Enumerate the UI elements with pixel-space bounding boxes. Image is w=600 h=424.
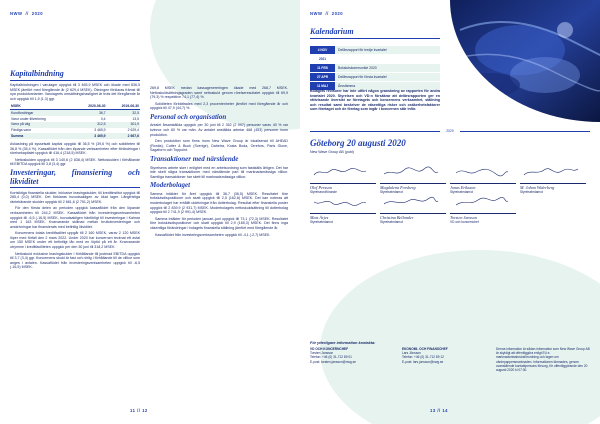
signing-title: Göteborg 20 augusti 2020 — [310, 138, 406, 148]
table-header-cell: 2020-06-30 — [73, 103, 106, 109]
heading-transaktioner: Transaktioner med närstående — [150, 155, 239, 164]
product-photo — [450, 0, 600, 122]
header-separator: // — [25, 11, 29, 16]
heading-kapitalbindning: Kapitalbindning — [10, 70, 140, 81]
table-row — [10, 133, 140, 139]
signature-scribble — [310, 166, 370, 178]
contact-phone: Telefon: +46 (0) 31-712 89 12 — [402, 355, 444, 360]
signature-scribble — [520, 166, 580, 178]
signature-block — [450, 195, 516, 224]
footer-page-number: 13 — [430, 408, 436, 413]
contact-phone: Telefon: +46 (0) 31-712 89 01 — [310, 355, 352, 360]
kalendarium-list — [310, 46, 440, 91]
page-footer: 13 // 14 — [430, 408, 448, 413]
header-year: 2020 — [331, 11, 344, 16]
signer-role: Styrelseledamot — [380, 189, 403, 194]
table-cell: 13,5 — [132, 116, 139, 121]
signature-scribble — [380, 196, 440, 208]
table-cell: 0,4 — [100, 116, 106, 121]
calendar-event: Bokslutskommuniké 2020 — [335, 64, 440, 72]
footer-page-number-2: 12 — [142, 408, 148, 413]
page-footer: 11 // 12 — [130, 408, 148, 413]
review-note: Bolagets revisorer har inte utfört någon granskning av rapporten för andra kvartalet 2020. Styrelsen och VD:n försäkrar att delårsrapporten ger en rättvisande översikt av företagets och koncernens verksamhet, ställning och resultat samt beskriver de väsentliga risker och osäkerhetsfaktorer som företaget och de företag som ingår i koncernen står inför. — [310, 89, 440, 112]
calendar-row — [310, 46, 440, 54]
table-cell: 32,5 — [132, 110, 139, 115]
paragraph: Kapitalbindningen i varulager uppgick till 3 465,9 MSEK och ökade med 836,5 MSEK jämfört med föregående år (2 629,4 MSEK). Ökningen förklaras främst till nya produktvarianter. Varulagrets omsättningshastighet är trots det föregående år och uppgick till 1,9 (1,3) ggr. — [10, 83, 140, 101]
right-page — [300, 0, 600, 424]
calendar-row — [310, 73, 440, 81]
calendar-event — [335, 55, 440, 63]
signature-scribble — [450, 166, 510, 178]
signature-block — [310, 195, 376, 224]
calendar-row — [310, 64, 440, 72]
signer-name: Torsten Jansson — [450, 213, 516, 220]
kapital-table — [10, 103, 140, 139]
paragraph: Kassaflödet från investeringsverksamheten uppgick till -4,1 (-2,7) MSEK. — [155, 232, 271, 237]
table-cell: Varor under tillverkning — [11, 116, 46, 121]
signer-role: Styrelseledamot — [380, 219, 403, 224]
footer-page-number-2: 14 — [442, 408, 448, 413]
header-brand: NWW — [10, 11, 23, 16]
calendar-date: 4 NOV — [310, 46, 335, 54]
divider-label: 2020 — [440, 129, 460, 133]
calendar-year: 2021 — [310, 55, 335, 63]
table-cell: 36,7 — [98, 110, 106, 115]
signature-block — [310, 165, 376, 194]
table-cell: Kundfordringar — [11, 110, 34, 115]
table-cell: 2 629,4 — [127, 128, 139, 133]
contact-name: Torsten Jansson — [310, 351, 334, 356]
signer-role: Styrelseordförande — [310, 189, 337, 194]
header-brand: NWW — [310, 11, 323, 16]
table-header-cell: 2019-06-30 — [107, 103, 140, 109]
paragraph: Nettoskulden uppgick till 3 140,6 (2 838,4) MSEK. Nettoskulden i förhållande till EBITDA uppgick till 3,8 (3,4) ggr. — [10, 157, 140, 167]
signer-name: Jonas Eriksson — [450, 183, 516, 190]
paragraph: Samma intäkter för perioden januari–juni uppgick till 73,1 (72,3) MSEK. Resultatet före bokslutsdispositioner och skatt uppgick till 2,9 (165,3) MSEK. Det finns inga väsentliga förändringar i bolagets finansiella ställning jämfört med föregående år. — [150, 216, 288, 230]
contact-email[interactable]: E-post: torsten.jansson@nwg.se — [310, 359, 356, 364]
table-cell: 3 465,9 — [94, 133, 106, 138]
page-header — [310, 11, 343, 16]
signature-block — [380, 165, 446, 194]
heading-investeringar: Investeringar, finansiering och likviditet — [10, 169, 140, 188]
paragraph: Koncernens totala kreditfacilitet uppgår till 2 160 MSEK, varav 2 120 MSEK löper med förfall den 2 mars 2022. Under 2020 har koncernen tecknat ett avtal om 150 MSEK under ett befintligt lån med en löptid på ett år. Kvarvarande utrymme i kreditfaciliteten uppgick per den 30 juni till 318,2 MSEK. — [10, 231, 140, 250]
paragraph: Kortsiktiga finansiella skulder, inklusive leasingskulder, till kreditinstitut uppgick till 285,4 (0,0) MSEK. Det förklaras huvudsakligen av ökat lager. Långfristiga räntebärande skulder uppgick till 2 661,6 (2 751,2) MSEK. — [10, 190, 140, 204]
paragraph: Soliditeten förbättrades med 2,3 procentenheter jämfört med föregående år och uppgick till 47,9 (44,7) %. — [150, 101, 288, 111]
header-separator: // — [325, 11, 329, 16]
header-year: 2020 — [31, 11, 44, 16]
calendar-date: 11 FEB — [310, 64, 335, 72]
signer-name: Mats Årjes — [310, 213, 376, 220]
signer-role: Styrelseledamot — [450, 189, 473, 194]
table-cell: Summa — [11, 133, 24, 138]
paragraph: 269,8 MSEK medan kassagenereringen ökade med 268,7 MSEK. Nettoskuldsättningsgraden samt nettoskuld genom rörelseresultatet uppgick till 69,9 (79,3) % respektive 74,1 (77,4) %. — [150, 86, 288, 100]
signer-name: Magdalena Forsberg — [380, 183, 446, 190]
contact-block — [310, 347, 400, 364]
signing-organization: New Wave Group AB (publ) — [310, 150, 355, 154]
calendar-event: Årsstämma — [335, 82, 440, 90]
heading-moderbolaget: Moderbolaget — [150, 181, 191, 190]
signature-block — [450, 165, 516, 194]
photo-illustration — [450, 0, 600, 122]
paragraph: Antalet årsanställda uppgick per 30 juni till 2 352 (2 097) personer varav 40 % var kvinnor och 60 % var män. Av antalet anställda arbetar 468 (453) personer inom produktion. — [150, 123, 288, 137]
signature-scribble — [450, 196, 510, 208]
paragraph: Nettoskuld exklusive leasingskulder i förhållande till justerad EBITDA uppgick till 3,7 (3,4) ggr. Koncernens skuld är fast och rörlig i förhållande till de villkor som anges i avtalen. Kassaflödet från investeringsverksamheten uppgick till -6,5 (-16,5) MSEK. — [10, 251, 140, 270]
paragraph: Avkastning på sysselsatt kapital uppgick till 36,5 % (39,6 %) och soliditeten till 36,8 % (35,4 %). Kassaflödet från den löpande verksamheten efter förändringar i rörelsekapitalet uppgick till 416,4 (218,5) MSEK. — [10, 142, 140, 156]
contact-role: EKONOMI- OCH FINANSCHEF — [402, 347, 448, 351]
table-cell: 3 465,9 — [94, 128, 106, 133]
table-cell: 301,9 — [130, 122, 139, 127]
signer-name: Christina Bellander — [380, 213, 446, 220]
contact-email[interactable]: E-post: lars.jonsson@nwg.se — [402, 359, 444, 364]
heading-personal: Personal och organisation — [150, 112, 227, 121]
left-column-2 — [150, 86, 288, 239]
signer-role: Styrelseledamot — [310, 219, 333, 224]
calendar-event: Delårsrapport för tredje kvartalet — [335, 46, 440, 54]
signer-name: M. Johan Widerberg — [520, 183, 586, 190]
table-cell: Varor på väg — [11, 122, 31, 127]
page-header — [10, 11, 43, 16]
contact-name: Lars Jönsson — [402, 351, 421, 356]
contact-block — [402, 347, 492, 364]
paragraph: För den första delen av perioden uppgick kassaflödet från den löpande verksamheten till 244,2 MSEK. Kassaflödet från investeringsverksamheten uppgick till -6,5 (-16,5) MSEK, huvudsakligen hänförligt till investeringar i Kalmar med 1 163 MSEK. Kvarvarande skillnad mellan bruttoinvesteringar och avskrivningar har finansierats med befintlig likviditet. — [10, 206, 140, 229]
kalendarium-section — [310, 28, 440, 41]
contact-role: VD OCH KONCERNCHEF — [310, 347, 349, 351]
paragraph: Samma intäkter för året uppgick till 36,7 (36,5) MSEK. Resultatet före bokslutsdispositioner och skatt uppgick till 2,5 (162,8) MSEK. Det kan noteras att moderbolaget har erhållit utdelningar från dotterbolag. Resultat efter finansiella poster uppgick till 2 839,9 (2 931,7) MSEK. Moderbolagets nettoskuldsättning till dotterbolag uppgick till 2 741,9 (2 991,4) MSEK. — [150, 191, 288, 215]
table-cell: Färdiga varor — [11, 128, 32, 133]
table-header-cell: MSEK — [10, 103, 73, 109]
signature-scribble — [310, 196, 370, 208]
calendar-date: 27 APR — [310, 73, 335, 81]
table-cell: 312,5 — [97, 122, 106, 127]
calendar-row — [310, 55, 440, 63]
heading-kalendarium: Kalendarium — [310, 28, 440, 39]
disclosure-text: Denna information är sådan information som New Wave Group AB är skyldigt att offentliggöra enligt EU:s marknadsmissbruksförordning och lagen om värdepappersmarknaden. Informationen lämnades, genom ovanstående kontaktpersons försorg, för offentliggörande den 20 augusti 2020 kl 07:30. — [496, 347, 590, 373]
table-cell: 2 667,6 — [127, 133, 139, 138]
signature-scribble — [380, 166, 440, 178]
left-column-1 — [10, 70, 140, 272]
paragraph: Den produktion som finns inom New Wave Group är lokaliserad till AHEAD (Ronäs), Cutter & Buck (Sverige), Dahetra, Kosta Boda, Orrefors, Paris Glove, Sagaform och Toppoint. — [150, 139, 288, 153]
contact-heading: För ytterligare information kontakta: — [310, 341, 376, 345]
decorative-blob — [320, 250, 600, 424]
paragraph: Styrelsens arbete sker i enlighet med en arbetsordning som fastställs årligen. Det har inte skett några transaktioner med närstående part till marknadsmässiga villkor. Samtliga transaktioner har skett till marknadsmässiga villkor. — [150, 165, 288, 179]
calendar-date: 11 MAJ — [310, 82, 335, 90]
signer-role: VD och koncernchef — [450, 219, 479, 224]
signature-block — [380, 195, 446, 224]
footer-page-number: 11 — [130, 408, 136, 413]
calendar-event: Delårsrapport för första kvartalet — [335, 73, 440, 81]
signer-role: Styrelseledamot — [520, 189, 543, 194]
signature-block — [520, 165, 586, 194]
signer-name: Olof Persson — [310, 183, 376, 190]
